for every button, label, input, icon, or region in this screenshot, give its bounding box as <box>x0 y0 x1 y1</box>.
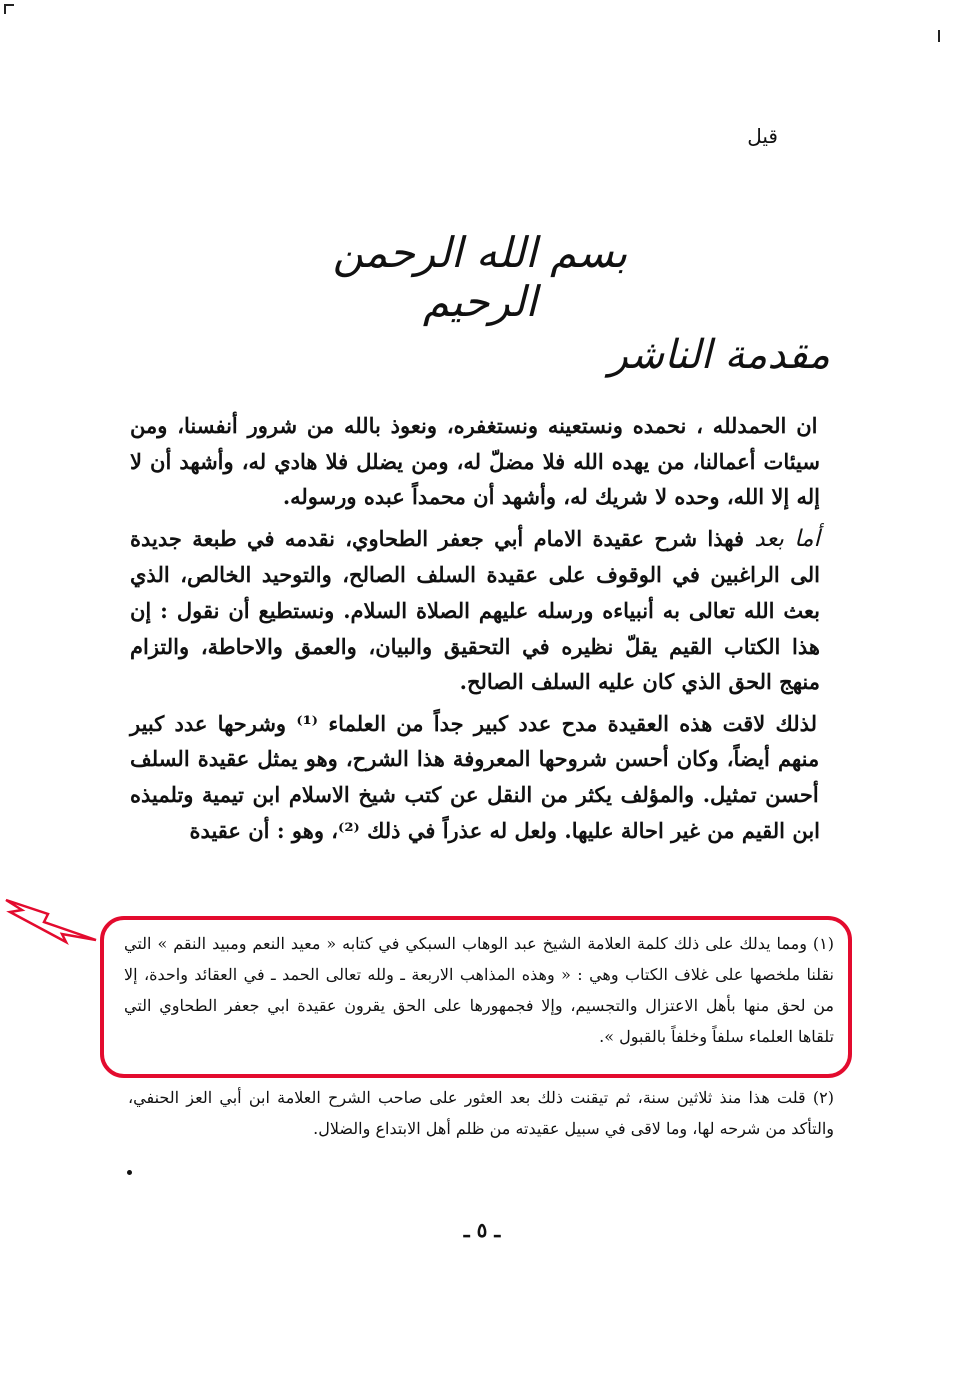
footnote-line: تعالى الحمد ـ في العقائد واحدة، إلا من لحق منها بأهل الاعتزال والتجسيم، وإلا فجمهورها <box>124 965 834 1015</box>
text-line: تعالى به أنبياءه ورسله عليهم الصلاة السلام. ونستطيع أن نقول : إن هذا <box>130 597 820 659</box>
footnote-line: ومبيد النقم » التي نقلنا ملخصها على غلاف الكتاب وهي : « وهذه المذاهب الاربعة ـ ولله <box>124 934 835 984</box>
crop-mark-top-right <box>938 30 948 42</box>
text-line: منهم أيضاً، وكان أحسن شروحها المعروفة هذا الشرح، وهو يمثل عقيدة السلف <box>130 746 820 772</box>
basmala-calligraphy: بسم الله الرحمن الرحيم <box>332 228 628 326</box>
paragraph-3 <box>130 706 820 848</box>
text-line: الذي كان عليه السلف الصالح. <box>459 669 722 695</box>
paragraph-2 <box>130 521 820 700</box>
lightning-bolt-icon <box>4 896 100 958</box>
body-text <box>130 408 820 848</box>
text-line: فهذا شرح عقيدة الامام أبي جعفر الطحاوي، نقدمه في طبعة جديدة الى <box>130 525 820 588</box>
footnote-line: (١) ومما يدلك على ذلك كلمة العلامة الشيخ عبد الوهاب السبكي في كتابه « معيد النعم <box>246 934 834 953</box>
text-line: الكتاب القيم يقلّ نظيره في التحقيق والبيان، والعمق والاحاطة، والتزام منهج الحق <box>130 633 820 695</box>
footnote-line: على الحق يقرون عقيدة ابي جعفر الطحاوي التي تلقاها العلماء سلفاً وخلفاً بالقبول ». <box>124 996 834 1046</box>
text-line: إلا الله، وحده لا شريك له، وأشهد أن محمداً عبده ورسوله. <box>282 484 790 510</box>
paragraph-1 <box>130 408 820 515</box>
text-line: سيئات أعمالنا، من يهده الله فلا مضلّ له، ومن يضلل فلا هادي له، وأشهد أن لا إله <box>130 448 820 510</box>
text-line: أحسن تمثيل. والمؤلف يكثر من النقل عن كتب شيخ الاسلام ابن تيمية وتلميذه <box>130 781 819 807</box>
footnote-line: والضلال. <box>313 1119 371 1138</box>
footnote-2 <box>128 1082 834 1144</box>
ink-dot <box>127 1170 132 1175</box>
handwritten-note: قيل <box>747 124 778 148</box>
section-title: مقدمة الناشر <box>608 332 830 378</box>
footnote-line: (٢) قلت هذا منذ ثلاثين سنة، ثم تيقنت ذلك بعد العثور على صاحب الشرح العلامة ابن <box>241 1088 835 1107</box>
text-line: لذلك لاقت هذه العقيدة مدح عدد كبير جداً من العلماء ⁽¹⁾ وشرحها عدد كبير <box>130 710 818 736</box>
footnote-1 <box>124 928 834 1052</box>
paragraph-lead: أما بعد <box>744 525 821 552</box>
crop-mark-top-left <box>4 4 14 14</box>
page-number: ـ ٥ ـ <box>463 1218 501 1242</box>
text-line: الراغبين في الوقوف على عقيدة السلف الصالح، والتوحيد الخالص، الذي بعث الله <box>130 562 820 623</box>
text-line: ابن القيم من غير احالة عليها. ولعل له عذراً في ذلك ⁽²⁾، وهو : أن عقيدة <box>189 817 820 843</box>
footnote-line: أبي العز الحنفي، والتأكد من شرحه لها، وما لاقى في سبيل عقيدته من ظلم أهل الابتداع <box>128 1088 834 1138</box>
text-line: ان الحمدلله ، نحمده ونستعينه ونستغفره، ونعوذ بالله من شرور أنفسنا، ومن <box>130 413 818 438</box>
